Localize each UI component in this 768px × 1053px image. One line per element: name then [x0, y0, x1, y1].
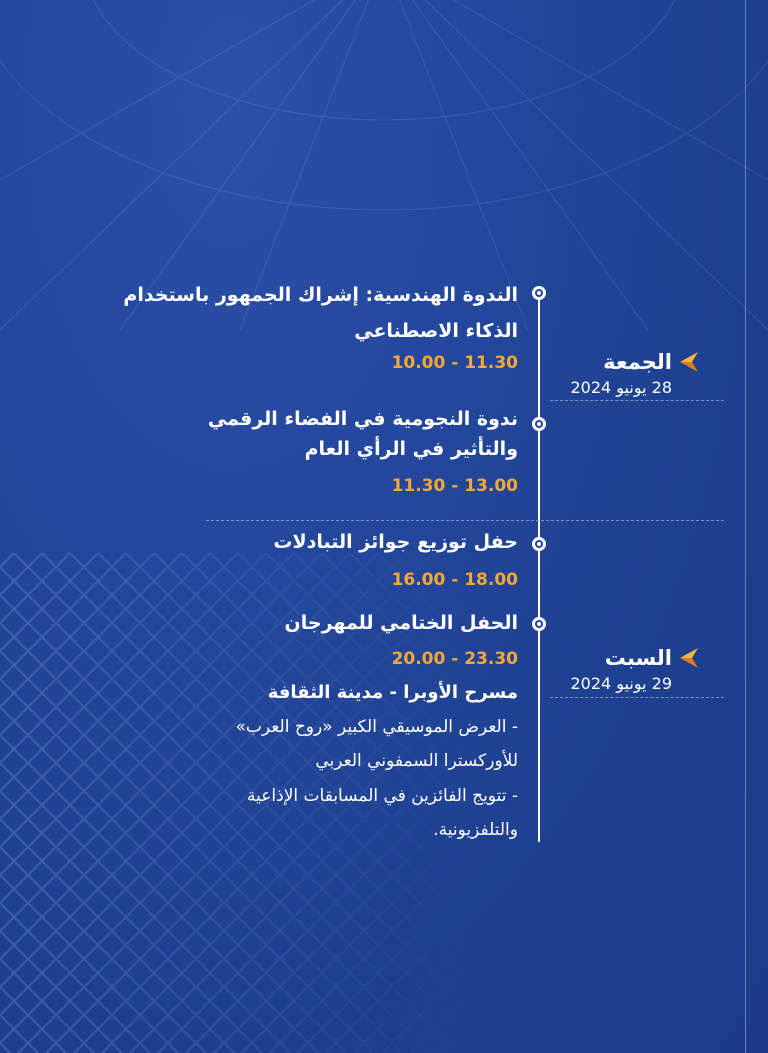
timeline-node	[532, 617, 546, 631]
separator	[550, 400, 724, 401]
day-date: 28 يونيو 2024	[570, 378, 672, 397]
timeline-node	[532, 286, 546, 300]
event-detail: للأوركسترا السمفوني العربي	[315, 751, 518, 771]
separator	[550, 697, 724, 698]
event-time: 11.30 - 13.00	[391, 476, 518, 496]
event-time: 16.00 - 18.00	[391, 570, 518, 590]
event-detail: - تتويج الفائزين في المسابقات الإذاعية	[247, 786, 518, 806]
event-title: الذكاء الاصطناعي	[354, 320, 518, 342]
event-title: الندوة الهندسية: إشراك الجمهور باستخدام	[123, 284, 518, 306]
timeline-node	[532, 417, 546, 431]
event-title: ندوة النجومية في الفضاء الرقمي	[207, 408, 518, 430]
day-name: الجمعة	[603, 350, 672, 374]
day-name: السبت	[604, 646, 672, 670]
event-title: الحفل الختامي للمهرجان	[284, 612, 518, 634]
timeline-line	[538, 292, 540, 842]
day-saturday	[570, 646, 672, 693]
event-time: 20.00 - 23.30	[391, 649, 518, 669]
arrow-icon	[680, 352, 698, 372]
event-venue: مسرح الأوبرا - مدينة الثقافة	[267, 682, 518, 703]
page-edge-line	[745, 0, 746, 1053]
day-date: 29 يونيو 2024	[570, 674, 672, 693]
timeline-node	[532, 537, 546, 551]
event-title: والتأثير في الرأي العام	[304, 438, 518, 460]
day-friday	[570, 350, 672, 397]
separator	[206, 520, 724, 521]
event-detail: والتلفزيونية.	[433, 820, 518, 840]
event-title: حفل توزيع جوائز التبادلات	[273, 531, 518, 553]
event-time: 10.00 - 11.30	[391, 353, 518, 373]
event-detail: - العرض الموسيقي الكبير «روح العرب»	[235, 717, 518, 737]
decorative-rays	[0, 0, 768, 330]
arrow-icon	[680, 648, 698, 668]
